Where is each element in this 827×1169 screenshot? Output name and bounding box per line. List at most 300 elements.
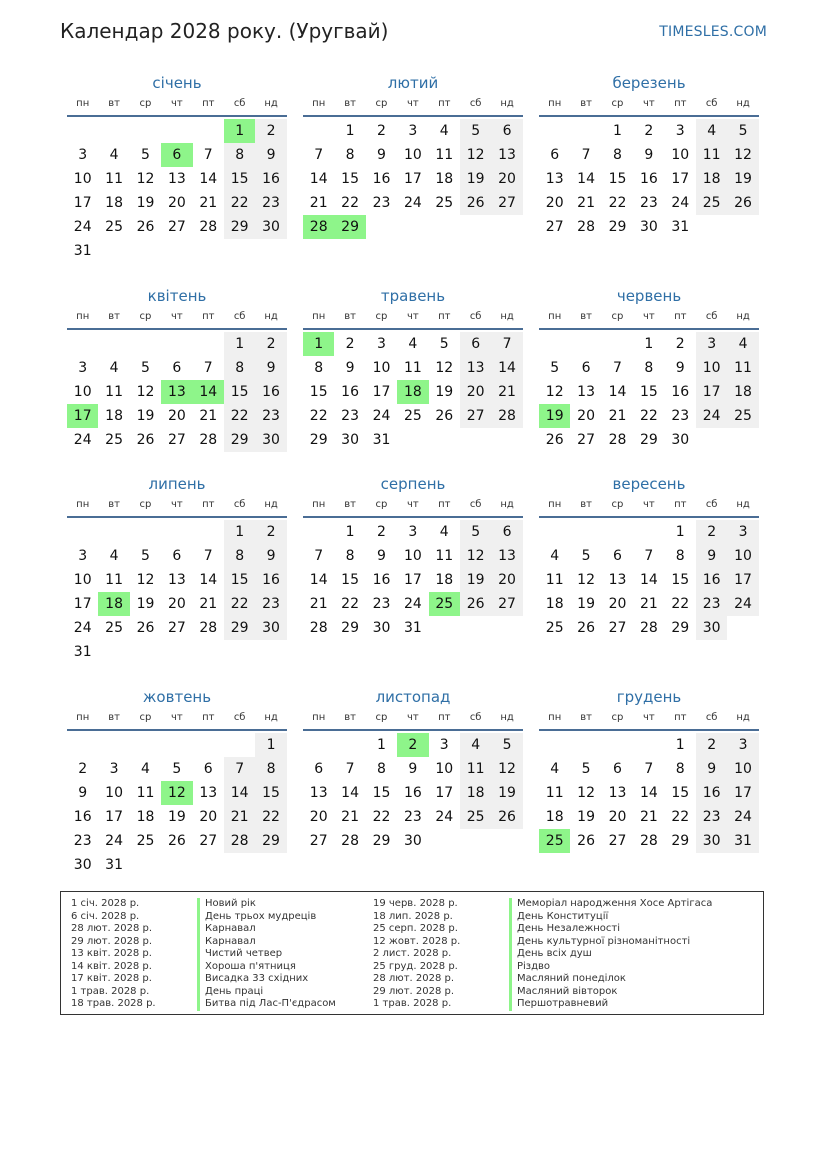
day-cell: 19 (136, 408, 155, 424)
day-cell: 11 (403, 360, 422, 376)
day-cell: 28 (608, 432, 627, 448)
day-cell: 4 (109, 360, 119, 376)
empty-cell (539, 119, 570, 143)
weekday-header (67, 94, 287, 114)
legend-date: 25 серп. 2028 р. (373, 923, 458, 934)
day-grid (67, 332, 287, 452)
weekday-header (539, 495, 759, 515)
day-cell: 21 (224, 805, 255, 829)
day-cell: 30 (403, 833, 422, 849)
day-cell: 3 (408, 123, 418, 139)
day-cell: 8 (224, 356, 255, 380)
day-cell: 13 (167, 572, 186, 588)
weekday-label: пн (76, 499, 90, 510)
day-cell: 24 (727, 805, 758, 829)
weekday-label: вт (108, 499, 120, 510)
legend-holiday-name: Карнавал (197, 936, 336, 949)
day-cell: 6 (550, 147, 560, 163)
empty-cell (161, 332, 192, 356)
day-grid (539, 733, 759, 853)
day-cell: 18 (105, 408, 123, 424)
day-cell: 23 (372, 596, 391, 612)
weekday-label: ср (611, 98, 624, 109)
day-cell: 30 (255, 215, 286, 239)
legend-holiday-name: Першотравневий (509, 998, 712, 1011)
month-block (539, 473, 759, 640)
weekday-label: пн (312, 311, 326, 322)
day-cell: 30 (255, 428, 286, 452)
day-cell: 18 (696, 167, 727, 191)
day-cell: 3 (439, 737, 449, 753)
day-grid (303, 119, 523, 239)
weekday-label: чт (643, 499, 655, 510)
weekday-label: сб (705, 499, 718, 510)
weekday-label: ср (611, 311, 624, 322)
day-cell: 4 (439, 524, 449, 540)
weekday-label: чт (643, 311, 655, 322)
month-name: липень (148, 475, 206, 493)
legend-holiday-name: Битва під Лас-П'єдрасом (197, 998, 336, 1011)
day-cell: 26 (167, 833, 186, 849)
header-divider (67, 115, 287, 117)
day-cell: 24 (372, 408, 391, 424)
weekday-header (539, 307, 759, 327)
weekday-label: ср (611, 712, 624, 723)
day-cell: 7 (491, 332, 522, 356)
day-cell: 1 (345, 524, 355, 540)
day-cell: 4 (727, 332, 758, 356)
weekday-label: пт (202, 499, 215, 510)
day-cell: 3 (78, 147, 88, 163)
weekday-label: вт (344, 98, 356, 109)
day-cell: 20 (577, 408, 595, 424)
day-cell: 7 (203, 548, 213, 564)
day-cell: 18 (435, 171, 454, 187)
day-cell: 4 (550, 761, 560, 777)
day-cell: 15 (671, 785, 690, 801)
day-cell: 23 (696, 805, 727, 829)
day-cell: 14 (224, 781, 255, 805)
month-name: лютий (387, 74, 439, 92)
day-cell: 14 (608, 384, 627, 400)
day-cell: 25 (545, 620, 564, 636)
day-cell: 21 (491, 380, 522, 404)
month-block (67, 72, 287, 263)
day-cell: 16 (696, 781, 727, 805)
month-name: вересень (612, 475, 686, 493)
day-cell: 2 (78, 761, 88, 777)
holiday-day-cell: 1 (303, 332, 334, 356)
day-cell: 24 (727, 592, 758, 616)
day-cell: 20 (608, 809, 627, 825)
day-cell: 17 (727, 568, 758, 592)
day-cell: 25 (105, 620, 123, 636)
day-cell: 20 (460, 380, 491, 404)
day-cell: 17 (403, 572, 422, 588)
day-cell: 30 (255, 616, 286, 640)
day-cell: 7 (345, 761, 355, 777)
day-cell: 9 (696, 757, 727, 781)
weekday-label: ср (611, 499, 624, 510)
day-cell: 13 (608, 572, 627, 588)
day-cell: 25 (727, 404, 758, 428)
weekday-label: нд (500, 311, 514, 322)
day-cell: 12 (435, 360, 454, 376)
day-cell: 18 (435, 572, 454, 588)
day-cell: 25 (105, 432, 123, 448)
header-divider (539, 328, 759, 330)
day-cell: 11 (696, 143, 727, 167)
legend-date: 6 січ. 2028 р. (71, 910, 140, 922)
day-cell: 11 (727, 356, 758, 380)
weekday-header (539, 94, 759, 114)
day-cell: 26 (435, 408, 454, 424)
empty-cell (570, 332, 601, 356)
day-cell: 22 (255, 805, 286, 829)
day-cell: 21 (199, 408, 218, 424)
empty-cell (98, 520, 129, 544)
month-block (303, 285, 523, 452)
day-cell: 6 (314, 761, 324, 777)
header-divider (303, 516, 523, 518)
empty-cell (130, 119, 161, 143)
month-name: травень (380, 287, 446, 305)
weekday-label: пн (548, 311, 562, 322)
day-cell: 26 (491, 805, 522, 829)
header-divider (67, 729, 287, 731)
day-cell: 4 (696, 119, 727, 143)
weekday-label: нд (500, 98, 514, 109)
month-block (539, 285, 759, 452)
day-cell: 19 (435, 384, 454, 400)
day-cell: 17 (727, 781, 758, 805)
weekday-label: вт (108, 98, 120, 109)
day-cell: 24 (696, 404, 727, 428)
month-block (539, 72, 759, 239)
day-cell: 29 (255, 829, 286, 853)
day-cell: 3 (696, 332, 727, 356)
legend-holiday-name: День праці (197, 986, 336, 999)
day-cell: 8 (613, 147, 622, 163)
day-cell: 25 (403, 408, 422, 424)
day-cell: 28 (341, 833, 359, 849)
day-cell: 7 (613, 360, 622, 376)
day-cell: 14 (341, 785, 359, 801)
legend-date: 1 січ. 2028 р. (71, 898, 140, 909)
day-cell: 9 (696, 544, 727, 568)
weekday-label: пн (312, 712, 326, 723)
day-grid (303, 733, 523, 853)
weekday-label: сб (233, 712, 246, 723)
empty-cell (570, 119, 601, 143)
day-grid (67, 520, 287, 664)
day-cell: 6 (613, 761, 622, 777)
day-cell: 15 (639, 384, 658, 400)
empty-cell (130, 733, 161, 757)
weekday-label: пн (76, 712, 90, 723)
weekday-header (67, 708, 287, 728)
empty-cell (67, 520, 98, 544)
weekday-label: пт (202, 712, 215, 723)
day-cell: 28 (577, 219, 595, 235)
day-cell: 27 (491, 191, 522, 215)
legend-holiday-name: Масляний понеділок (509, 973, 712, 986)
weekday-label: вт (580, 98, 592, 109)
empty-cell (539, 733, 570, 757)
day-cell: 9 (675, 360, 685, 376)
weekday-header (303, 495, 523, 515)
weekday-label: ср (375, 499, 388, 510)
weekday-label: нд (264, 98, 278, 109)
day-cell: 11 (105, 384, 123, 400)
day-grid (539, 520, 759, 640)
day-cell: 12 (460, 143, 491, 167)
day-cell: 5 (141, 147, 150, 163)
day-cell: 25 (435, 195, 454, 211)
day-cell: 4 (460, 733, 491, 757)
month-name: січень (152, 74, 202, 92)
day-cell: 27 (460, 404, 491, 428)
day-cell: 28 (639, 833, 658, 849)
day-cell: 9 (377, 147, 386, 163)
weekday-label: чт (171, 712, 183, 723)
day-cell: 16 (403, 785, 422, 801)
day-cell: 5 (581, 761, 591, 777)
legend-date: 1 трав. 2028 р. (71, 985, 150, 997)
empty-cell (130, 520, 161, 544)
day-cell: 24 (105, 833, 123, 849)
empty-cell (303, 520, 334, 544)
day-cell: 25 (460, 805, 491, 829)
day-cell: 5 (141, 548, 150, 564)
day-cell: 5 (550, 360, 560, 376)
day-cell: 5 (172, 761, 182, 777)
day-cell: 31 (372, 432, 391, 448)
day-cell: 22 (341, 596, 359, 612)
legend-date: 12 жовт. 2028 р. (373, 935, 461, 947)
day-cell: 30 (696, 616, 727, 640)
day-cell: 29 (224, 215, 255, 239)
day-cell: 29 (608, 219, 627, 235)
day-cell: 13 (199, 785, 218, 801)
weekday-label: пн (312, 499, 326, 510)
day-cell: 2 (696, 520, 727, 544)
day-cell: 1 (345, 123, 355, 139)
day-cell: 5 (141, 360, 150, 376)
holiday-day-cell: 12 (161, 781, 192, 805)
weekday-header (303, 307, 523, 327)
day-cell: 26 (136, 432, 155, 448)
empty-cell (193, 332, 224, 356)
legend-holiday-name: День всіх душ (509, 948, 712, 961)
day-cell: 7 (203, 147, 213, 163)
day-cell: 13 (545, 171, 564, 187)
day-cell: 5 (460, 119, 491, 143)
day-cell: 23 (639, 195, 658, 211)
weekday-label: пт (674, 712, 687, 723)
day-cell: 15 (372, 785, 391, 801)
day-cell: 21 (577, 195, 595, 211)
day-cell: 15 (224, 568, 255, 592)
day-cell: 18 (136, 809, 155, 825)
day-cell: 10 (435, 761, 454, 777)
weekday-label: нд (264, 712, 278, 723)
weekday-label: нд (736, 98, 750, 109)
day-cell: 29 (671, 620, 690, 636)
day-cell: 1 (224, 520, 255, 544)
day-cell: 9 (408, 761, 418, 777)
day-cell: 31 (73, 243, 92, 259)
day-cell: 4 (109, 548, 119, 564)
day-cell: 21 (639, 809, 658, 825)
day-cell: 23 (372, 195, 391, 211)
day-cell: 11 (545, 572, 564, 588)
day-grid (303, 332, 523, 452)
day-cell: 29 (309, 432, 328, 448)
weekday-label: ср (139, 98, 152, 109)
day-cell: 12 (460, 544, 491, 568)
day-cell: 9 (255, 544, 286, 568)
day-cell: 14 (639, 572, 658, 588)
day-cell: 23 (696, 592, 727, 616)
month-block (303, 72, 523, 239)
day-grid (303, 520, 523, 640)
day-cell: 16 (255, 167, 286, 191)
weekday-label: нд (736, 499, 750, 510)
day-cell: 13 (491, 544, 522, 568)
header-divider (67, 516, 287, 518)
legend-date: 29 лют. 2028 р. (71, 935, 153, 947)
day-cell: 11 (435, 147, 454, 163)
day-cell: 17 (105, 809, 123, 825)
empty-cell (193, 119, 224, 143)
day-cell: 9 (78, 785, 88, 801)
day-cell: 5 (491, 733, 522, 757)
day-cell: 10 (696, 356, 727, 380)
day-cell: 23 (255, 404, 286, 428)
day-cell: 19 (727, 167, 758, 191)
day-cell: 14 (639, 785, 658, 801)
weekday-header (303, 94, 523, 114)
day-cell: 6 (460, 332, 491, 356)
day-cell: 16 (671, 384, 690, 400)
day-cell: 12 (136, 572, 155, 588)
day-cell: 27 (608, 620, 627, 636)
header-divider (67, 328, 287, 330)
day-cell: 22 (341, 195, 359, 211)
day-cell: 31 (73, 644, 92, 660)
weekday-label: нд (264, 311, 278, 322)
day-cell: 7 (203, 360, 213, 376)
holiday-day-cell: 25 (429, 592, 460, 616)
day-cell: 10 (403, 548, 422, 564)
day-cell: 30 (341, 432, 359, 448)
holiday-legend (60, 891, 764, 1015)
day-cell: 11 (136, 785, 155, 801)
day-cell: 2 (377, 524, 386, 540)
day-cell: 20 (491, 568, 522, 592)
day-cell: 29 (341, 620, 359, 636)
month-name: листопад (375, 688, 451, 706)
day-cell: 11 (105, 572, 123, 588)
weekday-label: вт (344, 712, 356, 723)
day-cell: 1 (675, 737, 685, 753)
day-cell: 19 (136, 596, 155, 612)
day-cell: 5 (727, 119, 758, 143)
site-brand-link[interactable]: TIMESLES.COM (659, 24, 767, 40)
holiday-day-cell: 28 (303, 215, 334, 239)
holiday-day-cell: 18 (98, 592, 129, 616)
empty-cell (161, 520, 192, 544)
day-cell: 26 (136, 219, 155, 235)
day-cell: 4 (109, 147, 119, 163)
empty-cell (570, 733, 601, 757)
day-cell: 6 (491, 119, 522, 143)
day-cell: 21 (309, 195, 328, 211)
empty-cell (570, 520, 601, 544)
empty-cell (161, 733, 192, 757)
empty-cell (67, 332, 98, 356)
day-cell: 31 (671, 219, 690, 235)
weekday-label: нд (736, 311, 750, 322)
weekday-label: пт (438, 712, 451, 723)
day-cell: 26 (727, 191, 758, 215)
day-cell: 15 (341, 572, 359, 588)
day-cell: 19 (460, 167, 491, 191)
day-cell: 30 (372, 620, 391, 636)
day-cell: 6 (491, 520, 522, 544)
day-cell: 2 (255, 520, 286, 544)
weekday-label: вт (344, 499, 356, 510)
weekday-label: пт (674, 98, 687, 109)
day-grid (67, 119, 287, 263)
day-cell: 26 (577, 833, 595, 849)
day-cell: 8 (644, 360, 654, 376)
weekday-label: сб (233, 499, 246, 510)
day-grid (67, 733, 287, 877)
day-cell: 5 (439, 336, 449, 352)
month-name: березень (612, 74, 686, 92)
weekday-label: сб (705, 98, 718, 109)
month-block (303, 686, 523, 853)
legend-holiday-name: Чистий четвер (197, 948, 336, 961)
weekday-label: чт (407, 712, 419, 723)
day-cell: 31 (727, 829, 758, 853)
day-cell: 18 (105, 195, 123, 211)
day-cell: 28 (491, 404, 522, 428)
month-block (67, 686, 287, 877)
day-cell: 9 (377, 548, 386, 564)
day-cell: 12 (577, 572, 595, 588)
day-cell: 3 (727, 520, 758, 544)
day-cell: 15 (341, 171, 359, 187)
empty-cell (633, 733, 664, 757)
legend-date: 18 трав. 2028 р. (71, 998, 156, 1009)
day-cell: 4 (408, 336, 418, 352)
day-grid (539, 119, 759, 239)
weekday-label: ср (139, 499, 152, 510)
day-cell: 11 (460, 757, 491, 781)
weekday-label: пн (76, 311, 90, 322)
legend-date: 28 лют. 2028 р. (373, 973, 455, 984)
legend-holiday-name: Різдво (509, 961, 712, 974)
day-cell: 7 (644, 761, 654, 777)
day-cell: 6 (172, 360, 182, 376)
day-cell: 10 (727, 757, 758, 781)
day-cell: 21 (199, 195, 218, 211)
day-cell: 26 (460, 592, 491, 616)
day-cell: 7 (581, 147, 591, 163)
